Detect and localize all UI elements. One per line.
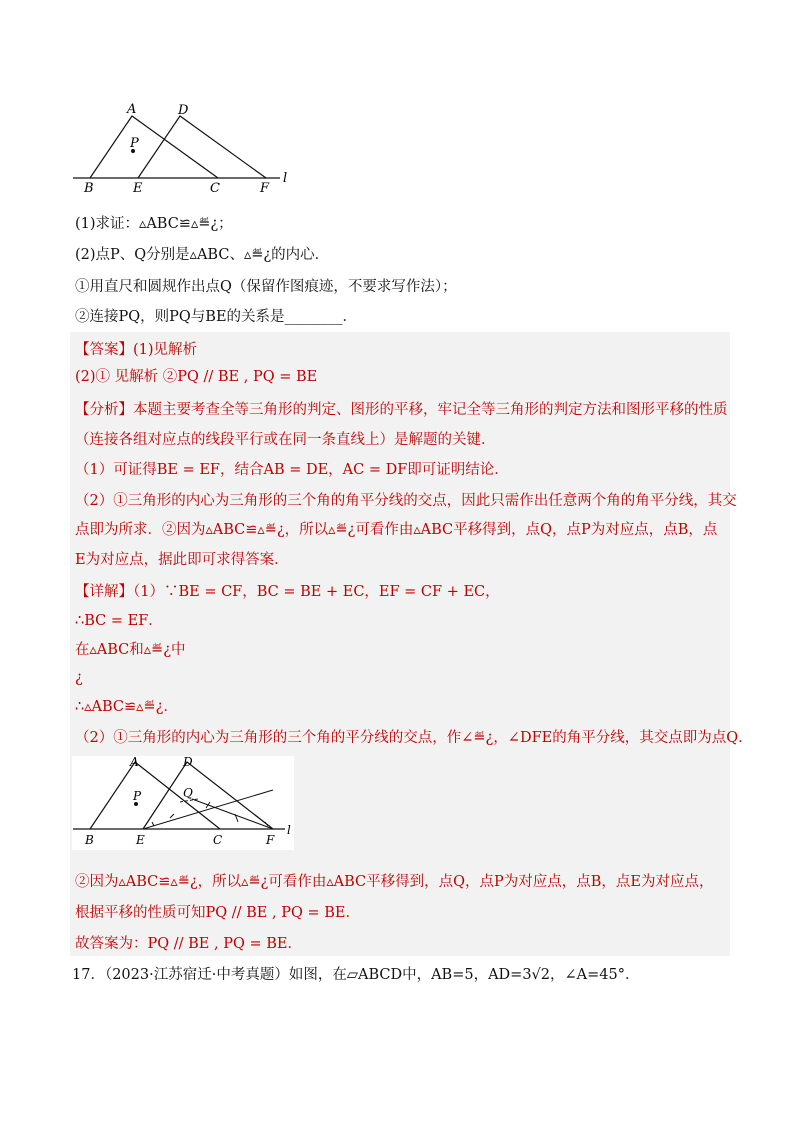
label-B: B — [84, 181, 94, 195]
question-part-1: (1)求证：▵ABC≌▵≝¿； — [75, 216, 233, 232]
detail-line-7: ②因为▵ABC≌▵≝¿，所以▵≝¿可看作由▵ABC平移得到，点Q，点P为对应点，点B，点E为对应点， — [75, 874, 714, 890]
label-F-2: F — [266, 833, 275, 847]
analysis-line-4: （2）①三角形的内心为三角形的三个角的角平分线的交点，因此只需作出任意两个角的角平分线，其交 — [75, 493, 737, 509]
label-l-2: l — [287, 823, 291, 837]
question-part-2b: ②连接PQ，则PQ与BE的关系是________． — [75, 309, 358, 325]
label-C: C — [210, 181, 220, 195]
analysis-tag: 【分析】 — [75, 402, 133, 418]
detail-line-9: 故答案为：PQ // BE , PQ = BE． — [75, 936, 302, 952]
analysis-line-6: E为对应点，据此即可求得答案． — [75, 552, 289, 568]
label-B-2: B — [85, 833, 94, 847]
question-17: 17．（2023·江苏宿迁·中考真题）如图，在▱ABCD中，AB=5，AD=3√2，∠A=45°． — [72, 967, 640, 983]
question-part-2: (2)点P、Q分别是▵ABC、▵≝¿的内心． — [75, 247, 330, 263]
detail-tag: 【详解】 — [75, 584, 133, 600]
answer-2: (2)① 见解析 ②PQ // BE , PQ = BE — [75, 369, 318, 385]
label-A: A — [127, 102, 137, 117]
label-E-2: E — [136, 833, 145, 847]
label-F: F — [260, 181, 270, 195]
label-C-2: C — [213, 833, 223, 847]
label-P: P — [130, 136, 139, 151]
detail-line-4: ¿ — [75, 670, 83, 686]
detail-line-8: 根据平移的性质可知PQ // BE , PQ = BE． — [75, 905, 360, 921]
analysis-line-5: 点即为所求．②因为▵ABC≌▵≝¿，所以▵≝¿可看作由▵ABC平移得到，点Q，点P为对应点，点B，点 — [75, 522, 718, 538]
label-Q-2: Q — [183, 786, 193, 800]
analysis-line-2: （连接各组对应点的线段平行或在同一条直线上）是解题的关键． — [75, 432, 496, 448]
label-E: E — [133, 181, 143, 195]
answer-tag: 【答案】 — [75, 342, 133, 358]
label-l: l — [283, 171, 288, 186]
question-part-2a: ①用直尺和圆规作出点Q（保留作图痕迹，不要求写作法）； — [75, 279, 457, 295]
label-P-2: P — [133, 789, 142, 803]
analysis-line-3: （1）可证得BE = EF，结合AB = DE，AC = DF即可证明结论． — [75, 462, 509, 478]
label-D-2: D — [183, 756, 193, 769]
answer-1: (1)见解析 — [133, 342, 198, 358]
analysis-line-1: 【分析】本题主要考查全等三角形的判定、图形的平移，牢记全等三角形的判定方法和图形平移的性质 — [75, 402, 728, 418]
triangle-figure-1 — [70, 100, 300, 195]
detail-line-1: 【详解】（1）∵BE = CF，BC = BE + EC，EF = CF + EC， — [75, 584, 500, 600]
label-D: D — [178, 103, 189, 118]
triangle-figure-2 — [70, 756, 300, 851]
answer-line-1 — [75, 340, 197, 360]
detail-line-6: （2）①三角形的内心为三角形的三个角的平分线的交点，作∠≝¿，∠DFE的角平分线，其交点即为点Q． — [75, 730, 753, 746]
detail-line-5: ∴▵ABC≌▵≝¿． — [75, 699, 178, 715]
detail-line-2: ∴BC = EF． — [75, 613, 163, 629]
detail-line-3: 在▵ABC和▵≝¿中 — [75, 642, 186, 658]
label-A-2: A — [130, 756, 139, 769]
